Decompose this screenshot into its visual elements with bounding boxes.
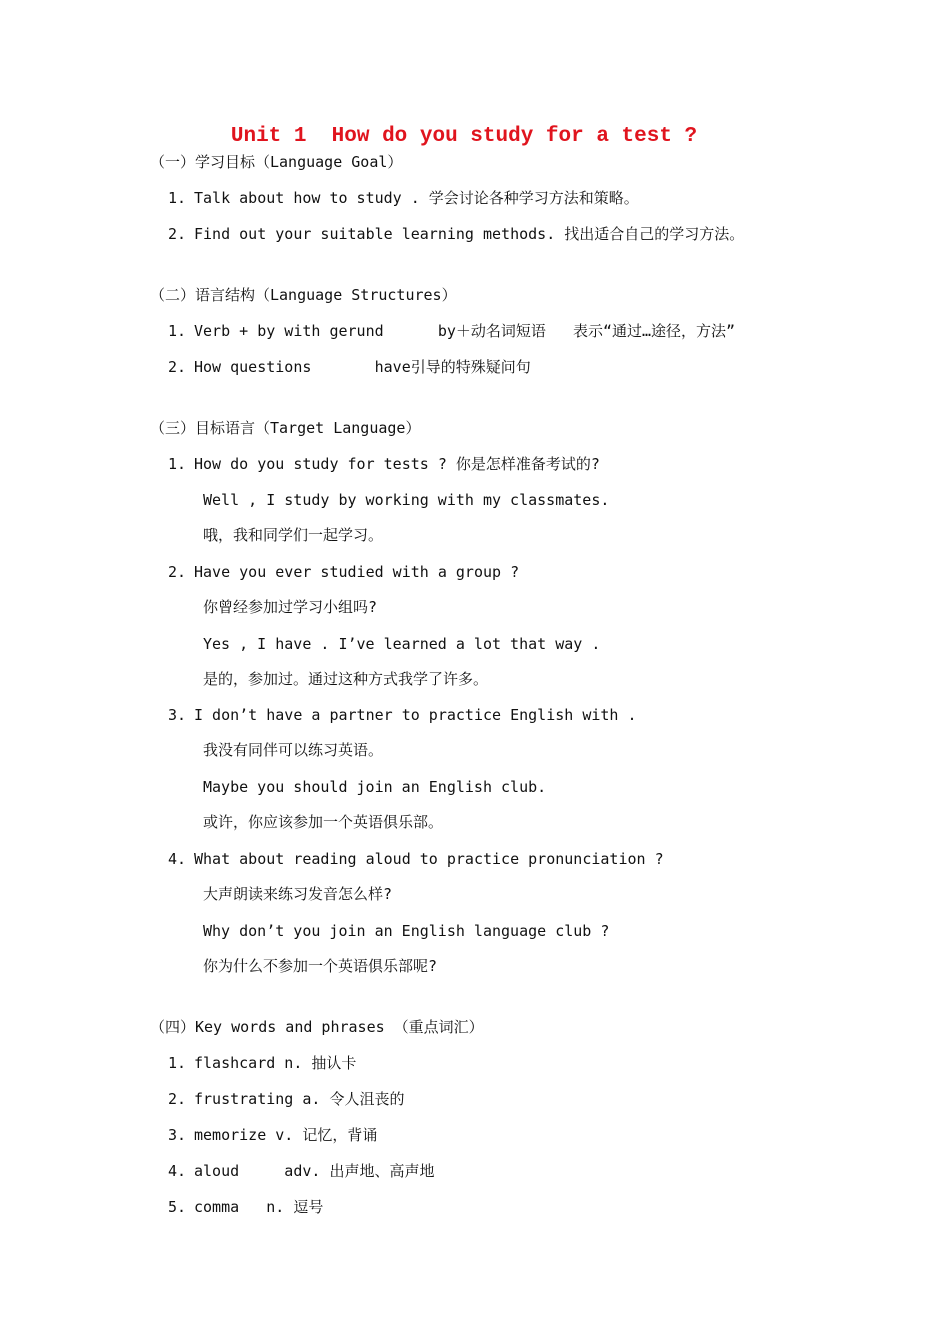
sub-line: 大声朗读来练习发音怎么样? bbox=[203, 885, 393, 903]
item-number: 1. bbox=[168, 189, 187, 207]
section-heading-target-language: （三）目标语言（Target Language） bbox=[150, 419, 421, 437]
sub-line: 或许，你应该参加一个英语俱乐部。 bbox=[203, 813, 444, 831]
item-number: 4. bbox=[168, 850, 187, 868]
sub-line: 你曾经参加过学习小组吗? bbox=[203, 598, 378, 616]
item-text: frustrating a. 令人沮丧的 bbox=[194, 1090, 405, 1108]
list-item bbox=[168, 357, 531, 377]
item-text: What about reading aloud to practice pronunciation ? bbox=[194, 850, 664, 868]
sub-line: 我没有同伴可以练习英语。 bbox=[203, 741, 384, 759]
list-item bbox=[168, 1125, 377, 1145]
section-heading-key-words: （四）Key words and phrases （重点词汇） bbox=[150, 1018, 484, 1036]
item-number: 2. bbox=[168, 1090, 187, 1108]
item-number: 2. bbox=[168, 563, 187, 581]
list-item bbox=[168, 321, 735, 341]
list-item bbox=[168, 562, 519, 582]
item-number: 3. bbox=[168, 706, 187, 724]
item-text: comma n. 逗号 bbox=[194, 1198, 324, 1216]
list-item bbox=[168, 188, 639, 208]
item-text: memorize v. 记忆，背诵 bbox=[194, 1126, 378, 1144]
list-item bbox=[168, 454, 600, 474]
item-text: How do you study for tests ? 你是怎样准备考试的? bbox=[194, 455, 600, 473]
section-heading-language-goal: （一）学习目标（Language Goal） bbox=[150, 153, 403, 171]
sub-line: Well , I study by working with my classmates. bbox=[203, 491, 610, 509]
page-title: Unit 1 How do you study for a test ? bbox=[230, 125, 698, 148]
sub-line: Yes , I have . I’ve learned a lot that way . bbox=[203, 635, 601, 653]
list-item bbox=[168, 1197, 323, 1217]
section-heading-language-structures: （二）语言结构（Language Structures） bbox=[150, 286, 457, 304]
item-text: flashcard n. 抽认卡 bbox=[194, 1054, 357, 1072]
item-number: 5. bbox=[168, 1198, 187, 1216]
item-text: I don’t have a partner to practice English with . bbox=[194, 706, 637, 724]
item-text: aloud adv. 出声地、高声地 bbox=[194, 1162, 435, 1180]
item-text: Find out your suitable learning methods. 找出适合自己的学习方法。 bbox=[194, 225, 745, 243]
sub-line: 你为什么不参加一个英语俱乐部呢? bbox=[203, 957, 438, 975]
item-number: 4. bbox=[168, 1162, 187, 1180]
sub-line: Maybe you should join an English club. bbox=[203, 778, 547, 796]
list-item bbox=[168, 849, 664, 869]
list-item bbox=[168, 1053, 356, 1073]
item-number: 1. bbox=[168, 1054, 187, 1072]
item-number: 2. bbox=[168, 358, 187, 376]
sub-line: Why don’t you join an English language club ? bbox=[203, 922, 610, 940]
list-item bbox=[168, 1089, 404, 1109]
list-item bbox=[168, 224, 744, 244]
item-number: 1. bbox=[168, 455, 187, 473]
item-text: Have you ever studied with a group ? bbox=[194, 563, 520, 581]
item-number: 2. bbox=[168, 225, 187, 243]
list-item bbox=[168, 705, 637, 725]
sub-line: 是的，参加过。通过这种方式我学了许多。 bbox=[203, 670, 489, 688]
sub-line: 哦，我和同学们一起学习。 bbox=[203, 526, 384, 544]
item-text: Verb + by with gerund by＋动名词短语 表示“通过…途径，方法” bbox=[194, 322, 736, 340]
item-number: 1. bbox=[168, 322, 187, 340]
list-item bbox=[168, 1161, 434, 1181]
item-text: How questions have引导的特殊疑问句 bbox=[194, 358, 531, 376]
item-text: Talk about how to study . 学会讨论各种学习方法和策略。 bbox=[194, 189, 639, 207]
item-number: 3. bbox=[168, 1126, 187, 1144]
